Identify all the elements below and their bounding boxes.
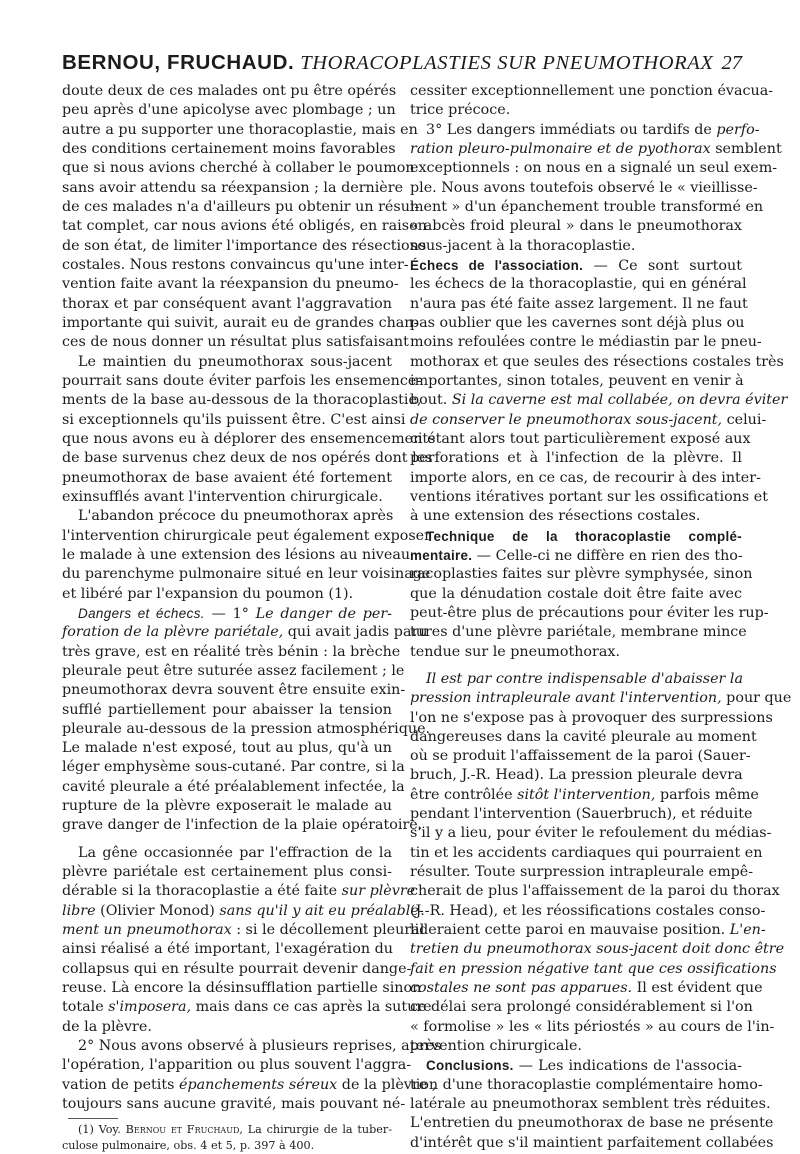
text-line: où se produit l'affaissement de la paroi (Sauer- — [410, 748, 751, 765]
text-line: importe alors, en ce cas, de recourir à des inter- — [410, 469, 761, 486]
text-line: Dangers et échecs. — 1° Le danger de per- — [78, 605, 392, 622]
text-line: libre (Olivier Monod) sans qu'il y ait eu préalable- — [62, 902, 424, 919]
text-line: Le malade n'est exposé, tout au plus, qu'à un — [62, 740, 392, 757]
text-line: costales. Nous restons convaincus qu'une inter- — [62, 256, 409, 273]
text-line: ce délai sera prolongé considérablement si l'on — [410, 999, 753, 1016]
page-number: 27 — [721, 52, 742, 74]
text-line: mothorax et que seules des résections costales très — [410, 353, 784, 370]
text-line: tat complet, car nous avions été obligés, en raison — [62, 218, 427, 235]
running-head — [62, 48, 742, 78]
text-line: grave danger de l'infection de la plaie opératoire. — [62, 817, 423, 834]
text-line: lideraient cette paroi en mauvaise position. L'en- — [410, 922, 766, 939]
paragraph — [62, 507, 431, 604]
text-line: que si nous avions cherché à collaber le poumon — [62, 160, 415, 177]
section-heading: Technique de la thoracoplastie complé- — [426, 528, 742, 544]
text-line: ment un pneumothorax : si le décollement pleural — [62, 922, 425, 939]
text-line: le malade à une extension des lésions au niveau — [62, 546, 411, 563]
text-line: Il est par contre indispensable d'abaisser la — [426, 670, 744, 687]
text-line: de son état, de limiter l'importance des résections — [62, 237, 427, 254]
paragraph — [62, 353, 436, 508]
text-line: ainsi réalisé a été important, l'exagération du — [62, 941, 393, 958]
text-line: La gêne occasionnée par l'effraction de la — [78, 844, 392, 861]
text-line: 3° Les dangers immédiats ou tardifs de perfo- — [426, 121, 760, 138]
text-line: être contrôlée sitôt l'intervention, parfois même — [410, 786, 759, 803]
footnote-line: (1) Voy. Bernou et Fruchaud, La chirurgie de la tuber- — [78, 1123, 393, 1137]
text-line: cherait de plus l'affaissement de la paroi du thorax — [410, 883, 780, 900]
text-line: autre a pu supporter une thoracoplastie, mais en — [62, 121, 418, 138]
text-line: peu après d'une apicolyse avec plombage ; un — [62, 102, 396, 119]
text-line: ration pleuro-pulmonaire et de pyothorax semblent — [410, 140, 782, 157]
text-line: pourrait sans doute éviter parfois les ensemence- — [62, 372, 422, 389]
paragraph — [62, 604, 431, 836]
footnote-line: culose pulmonaire, obs. 4 et 5, p. 397 à 400. — [62, 1139, 315, 1153]
text-line: ments de la base au-dessous de la thoracoplastie, — [62, 392, 422, 409]
text-line: reuse. Là encore la désinsufflation partielle sinon — [62, 980, 422, 997]
text-line: L'entretien du pneumothorax de base ne présente — [410, 1115, 774, 1132]
text-line: cessiter exceptionnellement une ponction évacua- — [410, 83, 774, 99]
text-line: résulter. Toute surpression intrapleurale empê- — [410, 864, 754, 881]
text-line: pas oublier que les cavernes sont déjà plus ou — [410, 314, 745, 331]
text-line: l'opération, l'apparition ou plus souvent l'aggra- — [62, 1057, 412, 1074]
text-line: vention faite avant la réexpansion du pneumo- — [62, 276, 399, 293]
text-line: importantes, sinon totales, peuvent en venir à — [410, 372, 744, 389]
text-line: pendant l'intervention (Sauerbruch), et réduite — [410, 806, 753, 823]
text-line: « abcès froid pleural » dans le pneumothorax — [410, 218, 742, 235]
text-line: pneumothorax de base avaient été fortement — [62, 469, 392, 486]
text-line — [410, 527, 742, 546]
text-line: L'abandon précoce du pneumothorax après — [78, 508, 394, 525]
text-line: ventions itératives portant sur les ossifications et — [410, 488, 768, 505]
text-line: pleurale peut être suturée assez facilement ; le — [62, 662, 405, 679]
text-line: très grave, est en réalité très bénin : la brèche — [62, 643, 401, 660]
text-line: l'on ne s'expose pas à provoquer des surpressions — [410, 709, 773, 726]
left-column — [62, 82, 442, 1154]
paragraph — [410, 256, 788, 527]
paragraph — [62, 844, 432, 1037]
paragraph — [410, 527, 769, 662]
text-line: ci étant alors tout particulièrement exposé aux — [410, 430, 751, 447]
text-line: du parenchyme pulmonaire situé en leur voisinage — [62, 566, 431, 583]
paragraph — [410, 1056, 774, 1153]
text-line: de base survenus chez deux de nos opérés dont les — [62, 450, 433, 467]
paragraph — [410, 670, 792, 1057]
text-line: collapsus qui en résulte pourrait devenir dange- — [62, 960, 412, 977]
text-line: latérale au pneumothorax semblent très réduites. — [410, 1096, 771, 1113]
text-line: si exceptionnels qu'ils puissent être. C'est ainsi — [62, 411, 406, 428]
text-line: n'aura pas été faite assez largement. Il ne faut — [410, 295, 748, 312]
text-line: les échecs de la thoracoplastie, qui en général — [410, 276, 747, 293]
text-line: racoplasties faites sur plèvre symphysée, sinon — [410, 566, 753, 583]
text-line: perforations et à l'infection de la plèvre. Il — [410, 450, 742, 467]
text-line: pleurale au-dessous de la pression atmosphérique. — [62, 720, 431, 737]
text-line: totale s'imposera, mais dans ce cas après la suture — [62, 999, 432, 1016]
text-line: Conclusions. — Les indications de l'associa- — [426, 1058, 742, 1075]
paragraph — [62, 82, 427, 353]
text-line: Le maintien du pneumothorax sous-jacent — [78, 353, 392, 370]
text-line: pneumothorax devra souvent être ensuite exin- — [62, 682, 406, 699]
paragraph — [410, 82, 774, 121]
text-line: foration de la plèvre pariétale, qui avait jadis paru — [62, 624, 428, 641]
text-line: plèvre pariétale est certainement plus consi- — [62, 864, 392, 881]
text-line: que nous avons eu à déplorer des ensemencements — [62, 430, 436, 447]
text-line: thorax et par conséquent avant l'aggravation — [62, 295, 392, 312]
text-line: ces de nous donner un résultat plus satisfaisant — [62, 334, 409, 351]
text-line: exinsufflés avant l'intervention chirurgicale. — [62, 488, 383, 505]
text-line: tures d'une plèvre pariétale, membrane mince — [410, 624, 747, 641]
footnote-rule — [68, 1118, 118, 1119]
text-line: cavité pleurale a été préalablement infectée, la — [62, 778, 405, 795]
text-line: d'intérêt que s'il maintient parfaitement collabées — [410, 1134, 774, 1151]
text-line: léger emphysème sous-cutané. Par contre, si la — [62, 759, 405, 776]
text-line: doute deux de ces malades ont pu être opérés — [62, 83, 397, 99]
right-column — [410, 82, 792, 1153]
text-line: exceptionnels : on nous en a signalé un seul exem- — [410, 160, 778, 177]
text-line: fait en pression négative tant que ces ossifications — [410, 960, 777, 977]
text-line: costales ne sont pas apparues. Il est évident que — [410, 980, 763, 997]
text-line: que la dénudation costale doit être faite avec — [410, 585, 742, 602]
section-heading: Conclusions. — [426, 1058, 514, 1074]
text-line: de conserver le pneumothorax sous-jacent, celui- — [410, 411, 767, 428]
text-line: importante qui suivit, aurait eu de grandes chan- — [62, 314, 419, 331]
text-line: tin et les accidents cardiaques qui pourraient en — [410, 844, 763, 861]
text-line: des conditions certainement moins favorables — [62, 140, 396, 157]
text-line: tervention chirurgicale. — [410, 1038, 582, 1055]
text-line: tretien du pneumothorax sous-jacent doit donc être — [410, 941, 785, 958]
text-line: de ces malades n'a d'ailleurs pu obtenir un résul- — [62, 198, 420, 215]
text-line: (J.-R. Head), et les réossifications costales conso- — [410, 902, 766, 919]
text-line: et libéré par l'expansion du poumon (1). — [62, 585, 354, 602]
text-line: dérable si la thoracoplastie a été faite sur plèvre — [62, 883, 416, 900]
text-line: bruch, J.-R. Head). La pression pleurale devra — [410, 767, 743, 784]
header-authors: BERNOU, FRUCHAUD. — [62, 51, 295, 74]
text-line: dangereuses dans la cavité pleurale au moment — [410, 728, 757, 745]
text-line: bout. Si la caverne est mal collabée, on devra éviter — [410, 392, 788, 409]
text-line: mentaire. — Celle-ci ne diffère en rien des tho- — [410, 547, 743, 564]
text-line: sous-jacent à la thoracoplastie. — [410, 237, 636, 254]
text-line: sans avoir attendu sa réexpansion ; la dernière — [62, 179, 404, 196]
text-line: ple. Nous avons toutefois observé le « vieillisse- — [410, 179, 758, 196]
text-line: « formolise » les « lits périostés » au cours de l'in- — [410, 1018, 775, 1035]
text-line: toujours sans aucune gravité, mais pouvant né- — [62, 1096, 406, 1113]
text-line: l'intervention chirurgicale peut également exposer — [62, 527, 431, 544]
section-heading: Dangers et échecs. — [78, 605, 205, 621]
text-line: 2° Nous avons observé à plusieurs reprises, après — [78, 1038, 442, 1055]
text-line: à une extension des résections costales. — [410, 508, 701, 525]
text-line: vation de petits épanchements séreux de la plèvre , — [62, 1076, 437, 1093]
header-title: THORACOPLASTIES SUR PNEUMOTHORAX — [300, 52, 714, 74]
text-line: de la plèvre. — [62, 1018, 152, 1035]
section-heading: Échecs de l'association. — [410, 257, 584, 273]
footnote — [62, 1118, 392, 1154]
text-line: Échecs de l'association. — Ce sont surtout — [410, 257, 742, 274]
text-line: trice précoce. — [410, 102, 511, 119]
text-line: pression intrapleurale avant l'intervention, pour que — [410, 690, 792, 707]
text-line: moins refoulées contre le médiastin par le pneu- — [410, 334, 762, 351]
text-line: rupture de la plèvre exposerait le malade au — [62, 798, 392, 815]
text-line: tion d'une thoracoplastie complémentaire homo- — [410, 1076, 763, 1093]
text-line: tendue sur le pneumothorax. — [410, 643, 620, 660]
text-line: s'il y a lieu, pour éviter le refoulement du médias- — [410, 825, 772, 842]
text-line: sufflé partiellement pour abaisser la tension — [62, 701, 392, 718]
paragraph — [410, 121, 782, 256]
text-line: peut-être plus de précautions pour éviter les rup- — [410, 604, 769, 621]
text-line: ment » d'un épanchement trouble transformé en — [410, 198, 764, 215]
paragraph — [62, 1037, 442, 1114]
